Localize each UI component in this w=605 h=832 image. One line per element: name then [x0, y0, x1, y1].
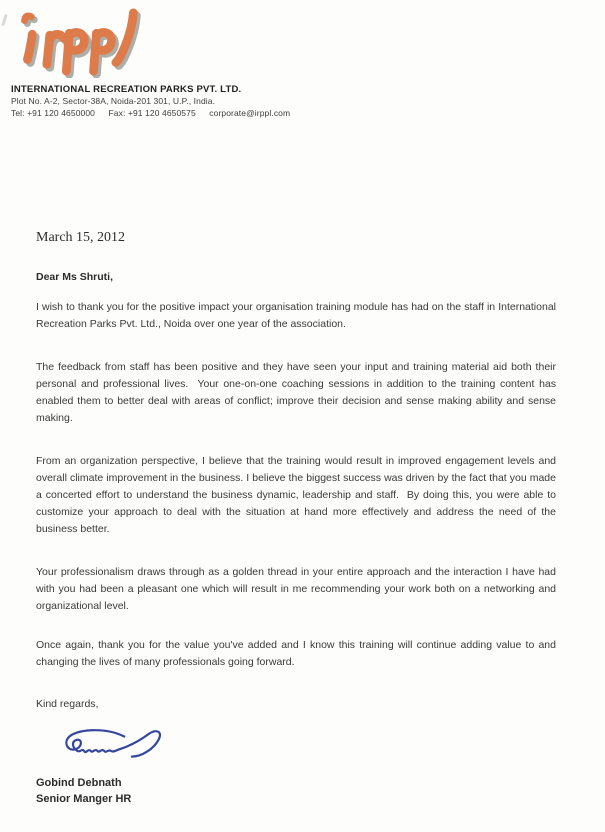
letter-date: March 15, 2012	[36, 230, 126, 245]
paragraph-2: The feedback from staff has been positive and they have seen your input and training material aid both their personal and professional lives. Your one-on-one coaching sessions in addition to the training content has enabled them to better deal with areas of conflict; improve their decision and sense making ability and sense making.	[36, 361, 559, 424]
email-address: corporate@irppl.com	[209, 107, 291, 118]
signature-scribble	[45, 725, 169, 771]
company-address: Plot No. A-2, Sector-38A, Noida-201 301, U.P., India.	[11, 96, 216, 106]
company-name: INTERNATIONAL RECREATION PARKS PVT. LTD.	[11, 84, 242, 95]
paragraph-1: I wish to thank you for the positive impact your organisation training module has had on the staff in International Recreation Parks Pvt. Ltd., Noida over one year of the association.	[36, 301, 559, 330]
irppl-logo	[11, 8, 143, 78]
paragraph-5: Once again, thank you for the value you've added and I know this training will continue adding value to and changing the lives of many professionals going forward.	[36, 639, 559, 668]
paragraph-3: From an organization perspective, I believe that the training would result in improved engagement levels and overall climate improvement in the business. I believe the biggest success was driven by the fact that you made a concerted effort to understand the business dynamic, leadership and staff. By doing this, you were able to customize your approach to deal with the situation at hand more effectively and address the need of the business better.	[36, 455, 559, 535]
signer-name: Gobind Debnath	[36, 777, 122, 789]
signature-ink	[66, 730, 160, 756]
phone-number: Tel: +91 120 4650000	[11, 107, 96, 118]
signer-title: Senior Manger HR	[36, 793, 132, 805]
contact-line	[11, 108, 605, 120]
letterhead	[0, 0, 605, 119]
closing: Kind regards,	[36, 698, 99, 710]
paragraph-4: Your professionalism draws through as a golden thread in your entire approach and the interaction I have had with you had been a pleasant one which will result in me recommending your work both on a networking and organizational level.	[36, 566, 559, 612]
salutation: Dear Ms Shruti,	[36, 271, 114, 283]
fax-number: Fax: +91 120 4650575	[108, 107, 196, 118]
letter-body	[36, 229, 559, 807]
